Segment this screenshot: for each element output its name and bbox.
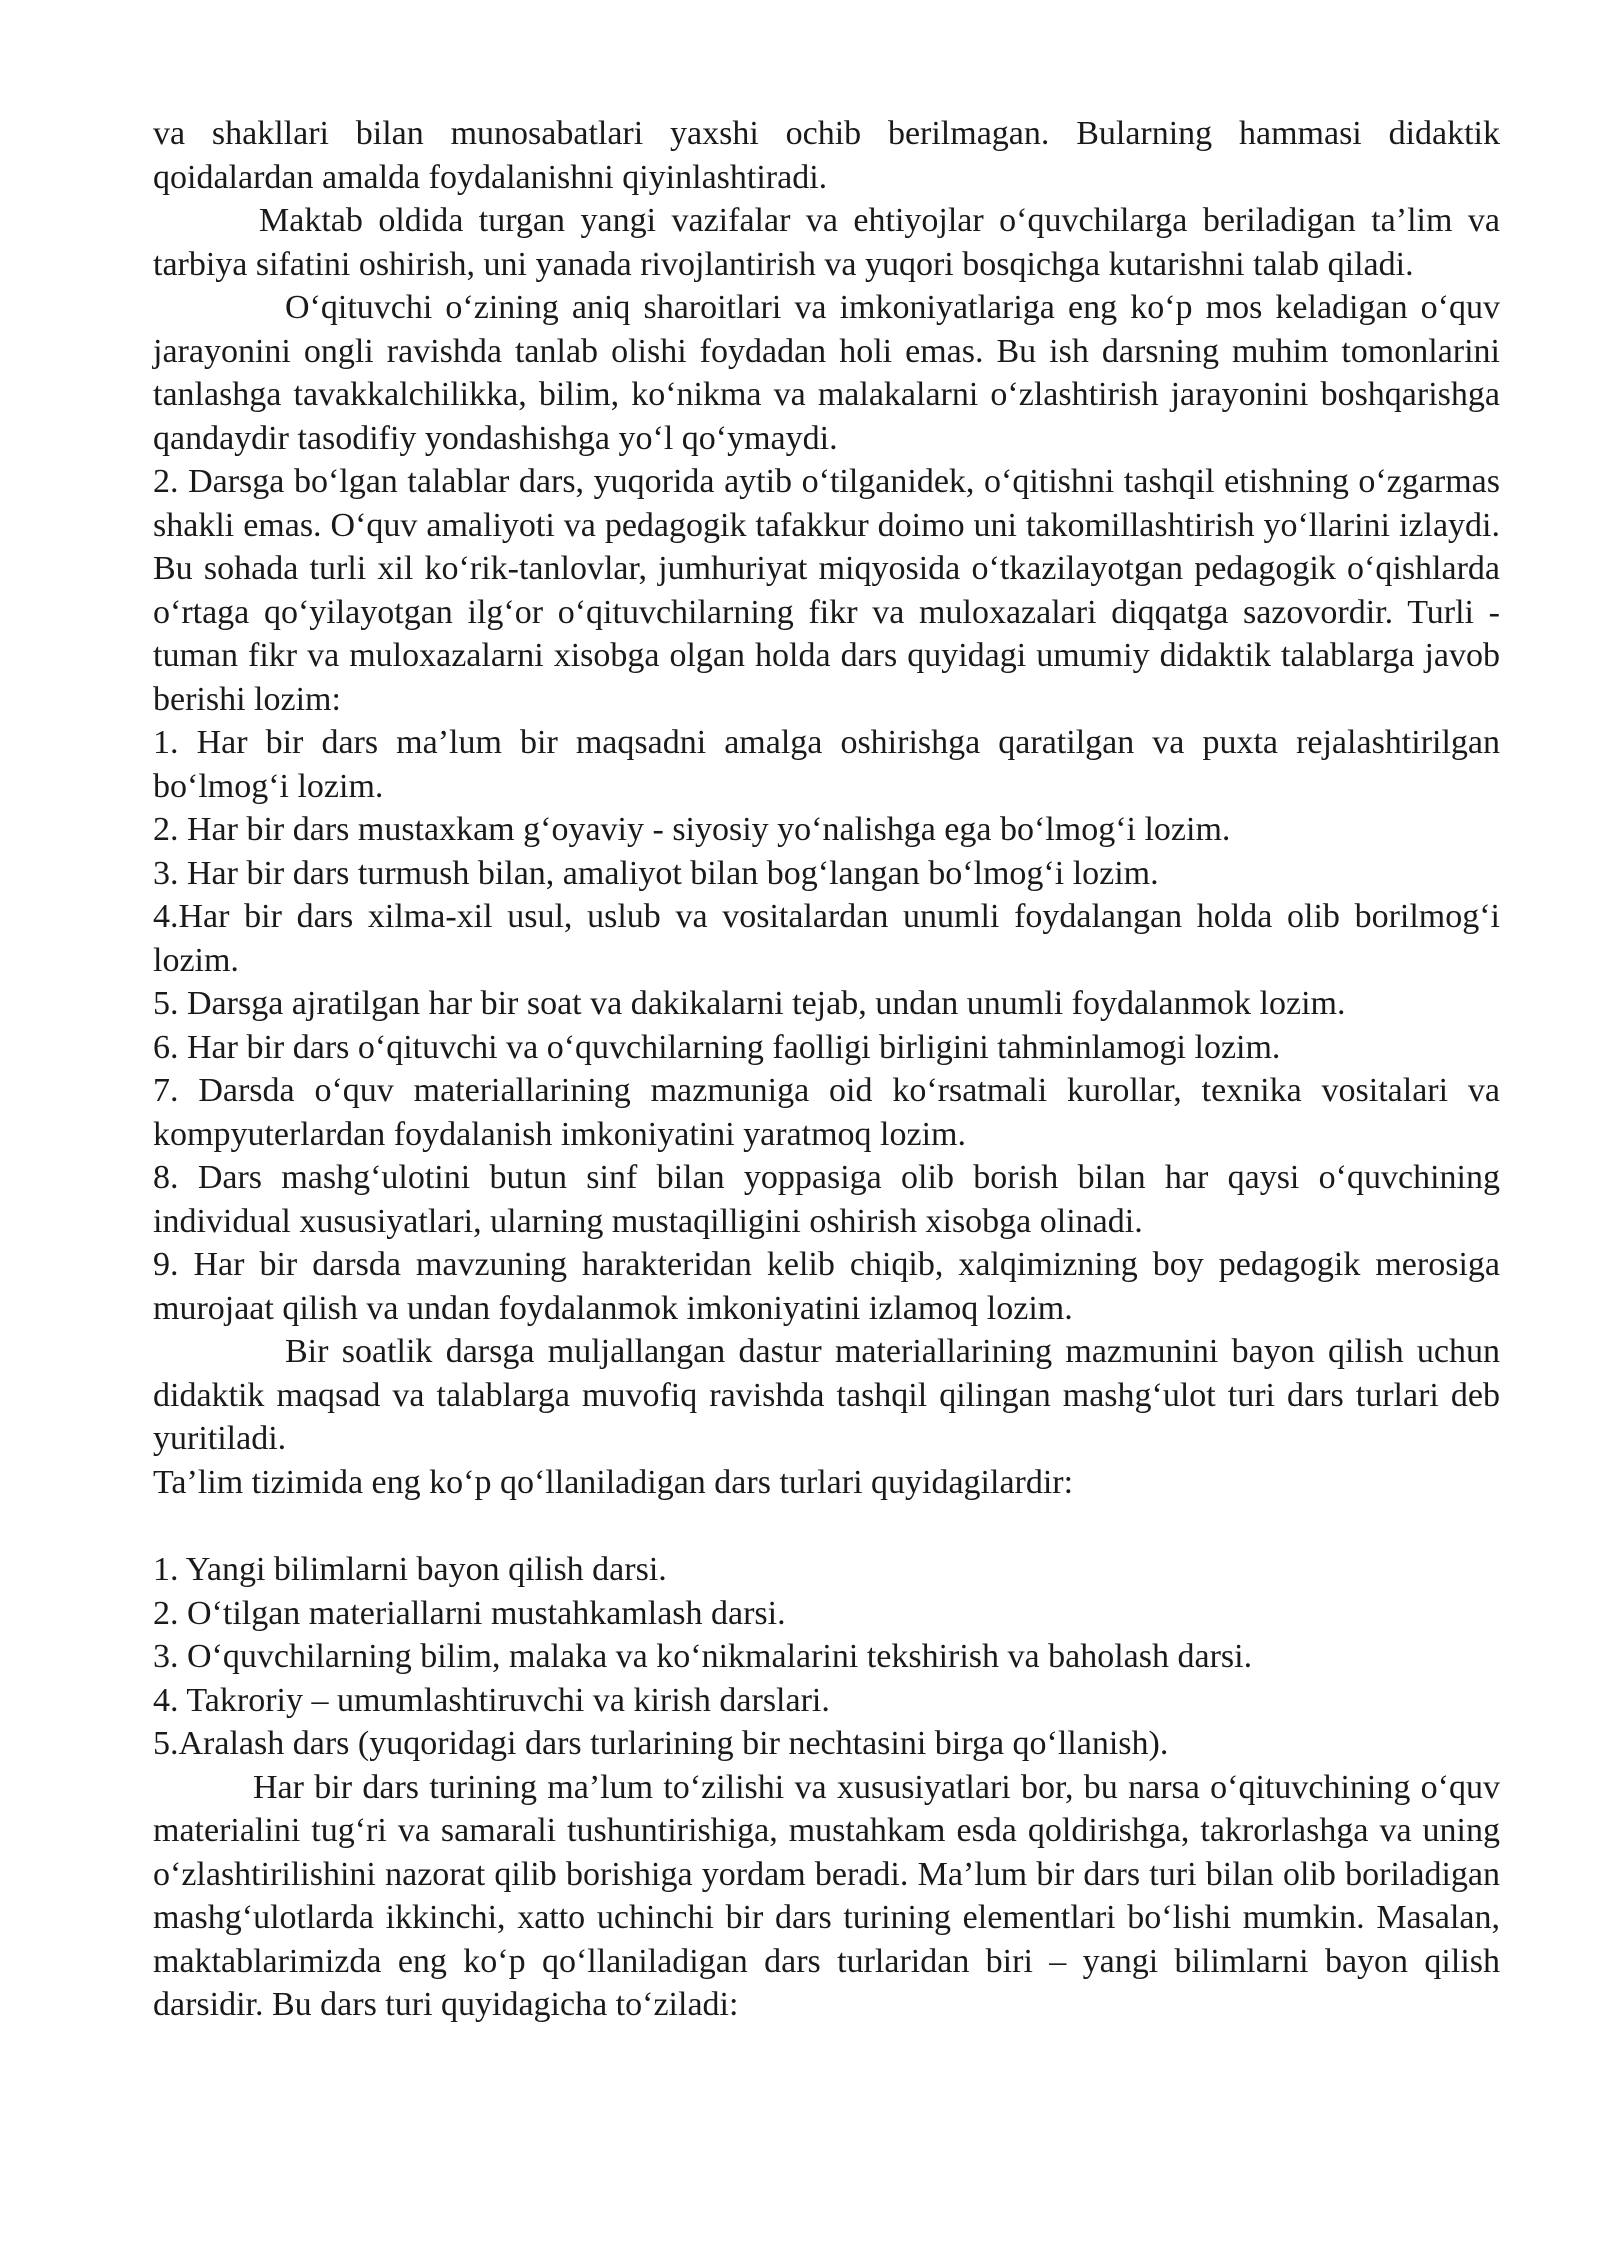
- paragraph-intro-continuation: va shakllari bilan munosabatlari yaxshi ochib berilmagan. Bularning hammasi didaktik qoidalardan amalda foydalanishni qiyinlashtiradi.: [153, 115, 1500, 196]
- paragraph-lesson-requirements: 2. Darsga bo‘lgan talablar dars, yuqorida aytib o‘tilganidek, o‘qitishni tashqil etishning o‘zgarmas shakli emas. O‘quv amaliyoti va pedagogik tafakkur doimo uni takomillashtirish yo‘llarini izlaydi. Bu sohada turli xil ko‘rik-tanlovlar, jumhuriyat miqyosida o‘tkazilayotgan pedagogik o‘qishlarda o‘rtaga qo‘yilayotgan ilg‘or o‘qituvchilarning fikr va muloxazalari diqqatga sazovordir. Turli - tuman fikr va muloxazalarni xisobga olgan holda dars quyidagi umumiy didaktik talablarga javob berishi lozim:: [153, 463, 1500, 718]
- spacer: [153, 1504, 1500, 1548]
- lesson-type-item-1: 1. Yangi bilimlarni bayon qilish darsi.: [153, 1551, 667, 1588]
- requirement-item-2: 2. Har bir dars mustaxkam g‘oyaviy - siyosiy yo‘nalishga ega bo‘lmog‘i lozim.: [153, 811, 1231, 848]
- requirement-item-4: 4.Har bir dars xilma-xil usul, uslub va vositalardan unumli foydalangan holda olib borilmog‘i lozim.: [153, 898, 1500, 979]
- requirement-item-9: 9. Har bir darsda mavzuning harakteridan kelib chiqib, xalqimizning boy pedagogik merosiga murojaat qilish va undan foydalanmok imkoniyatini izlamoq lozim.: [153, 1246, 1500, 1327]
- lesson-type-item-4: 4. Takroriy – umumlashtiruvchi va kirish darslari.: [153, 1681, 830, 1719]
- lesson-type-item-5: 5.Aralash dars (yuqoridagi dars turlarining bir nechtasini birga qo‘llanish).: [153, 1725, 1169, 1762]
- requirement-item-8: 8. Dars mashg‘ulotini butun sinf bilan yoppasiga olib borish bilan har qaysi o‘quvchining individual xususiyatlari, ularning mustaqilligini oshirish xisobga olinadi.: [153, 1159, 1500, 1240]
- paragraph-lesson-structure: Har bir dars turining ma’lum to‘zilishi va xususiyatlari bor, bu narsa o‘qituvchining o‘quv materialini tug‘ri va samarali tushuntirishiga, mustahkam esda qoldirishga, takrorlashga va uning o‘zlashtirilishini nazorat qilib borishiga yordam beradi. Ma’lum bir dars turi bilan olib boriladigan mashg‘ulotlarda ikkinchi, xatto uchinchi bir dars turining elementlari bo‘lishi mumkin. Masalan, maktablarimizda eng ko‘p qo‘llaniladigan dars turlaridan biri – yangi bilimlarni bayon qilish darsidir. Bu dars turi quyidagicha to‘ziladi:: [153, 1768, 1500, 2023]
- requirement-item-3: 3. Har bir dars turmush bilan, amaliyot bilan bog‘langan bo‘lmog‘i lozim.: [153, 854, 1159, 892]
- paragraph-school-tasks: Maktab oldida turgan yangi vazifalar va ehtiyojlar o‘quvchilarga beriladigan ta’lim va tarbiya sifatini oshirish, uni yanada rivojlantirish va yuqori bosqichga kutarishni talab qiladi.: [153, 202, 1500, 283]
- lesson-type-item-2: 2. O‘tilgan materiallarni mustahkamlash darsi.: [153, 1594, 786, 1632]
- paragraph-teacher-choice: O‘qituvchi o‘zining aniq sharoitlari va imkoniyatlariga eng ko‘p mos keladigan o‘quv jarayonini ongli ravishda tanlab olishi foydadan holi emas. Bu ish darsning muhim tomonlarini tanlashga tavakkalchilikka, bilim, ko‘nikma va malakalarni o‘zlashtirish jarayonini boshqarishga qandaydir tasodifiy yondashishga yo‘l qo‘ymaydi.: [153, 289, 1500, 457]
- paragraph-lesson-types-intro: Ta’lim tizimida eng ko‘p qo‘llaniladigan dars turlari quyidagilardir:: [153, 1463, 1074, 1501]
- paragraph-lesson-types-definition: Bir soatlik darsga muljallangan dastur materiallarining mazmunini bayon qilish uchun didaktik maqsad va talablarga muvofiq ravishda tashqil qilingan mashg‘ulot turi dars turlari deb yuritiladi.: [153, 1333, 1500, 1457]
- requirement-item-7: 7. Darsda o‘quv materiallarining mazmuniga oid ko‘rsatmali kurollar, texnika vositalari va kompyuterlardan foydalanish imkoniyatini yaratmoq lozim.: [153, 1072, 1500, 1153]
- lesson-type-item-3: 3. O‘quvchilarning bilim, malaka va ko‘nikmalarini tekshirish va baholash darsi.: [153, 1638, 1253, 1675]
- requirement-item-6: 6. Har bir dars o‘qituvchi va o‘quvchilarning faolligi birligini tahminlamogi lozim.: [153, 1028, 1281, 1066]
- requirement-item-1: 1. Har bir dars ma’lum bir maqsadni amalga oshirishga qaratilgan va puxta rejalashtirilgan bo‘lmog‘i lozim.: [153, 724, 1500, 805]
- requirement-item-5: 5. Darsga ajratilgan har bir soat va dakikalarni tejab, undan unumli foydalanmok lozim.: [153, 985, 1346, 1022]
